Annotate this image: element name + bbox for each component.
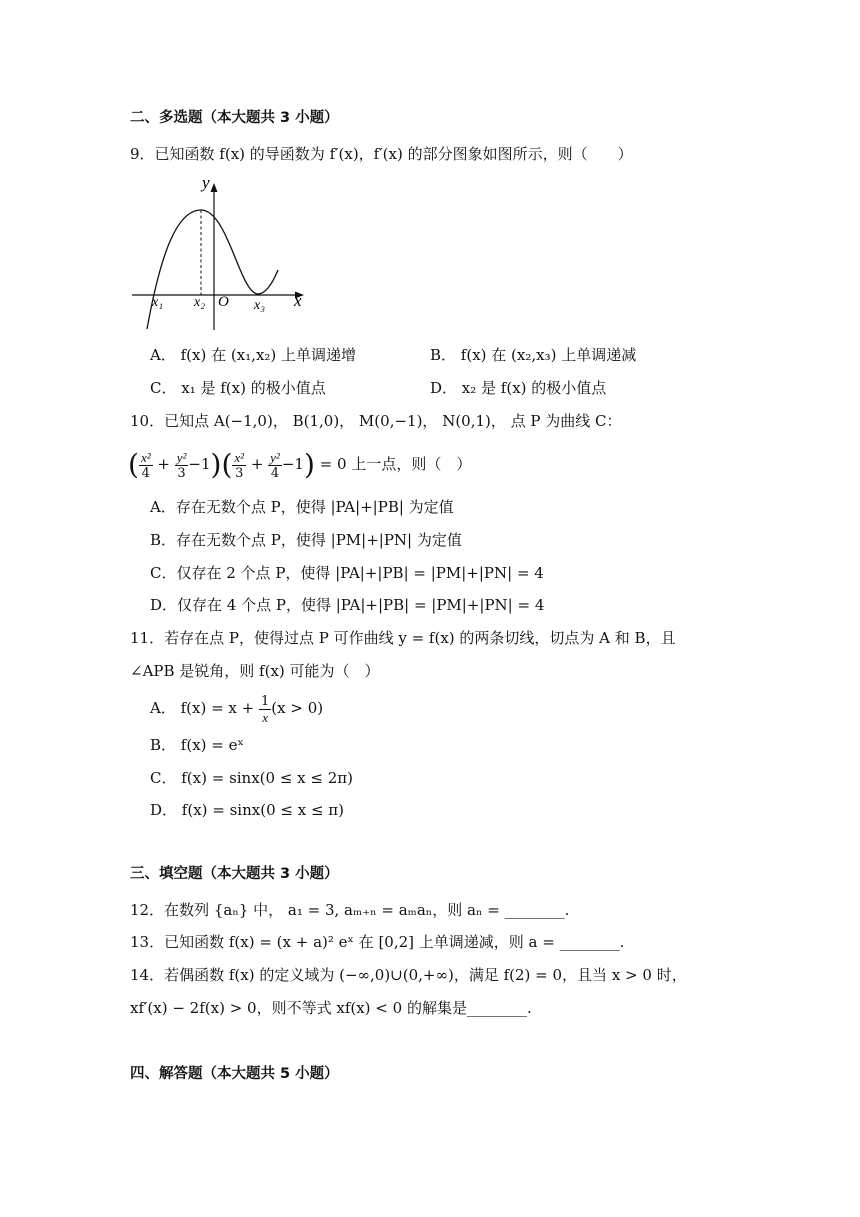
q11-option-a [150, 688, 323, 728]
derivative-graph [128, 172, 310, 332]
q11-stem: 11．若存在点 P，使得过点 P 可作曲线 y = f(x) 的两条切线，切点为 A 和 B，且 [130, 629, 676, 647]
frac-b-num: y² [176, 449, 187, 465]
q10-option-d: D．仅存在 4 个点 P，使得 |PA|+|PB| = |PM|+|PN| = 4 [150, 596, 545, 614]
frac-a-num: x² [140, 449, 151, 465]
q9-stem: 9．已知函数 f(x) 的导函数为 f′(x)，f′(x) 的部分图象如图所示，则（ ） [130, 145, 633, 163]
q10-stem-tail: = 0 上一点，则（ ） [319, 455, 472, 473]
q9-option-d: D． x₂ 是 f(x) 的极小值点 [430, 379, 607, 397]
frac-b-den: 3 [177, 465, 186, 481]
label-x3: x₃ [254, 298, 266, 313]
q10-option-b: B．存在无数个点 P，使得 |PM|+|PN| 为定值 [150, 531, 462, 549]
frac-a-den: 4 [141, 465, 150, 481]
section4-title: 四、解答题（本大题共 5 小题） [130, 1066, 339, 1082]
q12: 12．在数列 {aₙ} 中， a₁ = 3, aₘ₊ₙ = aₘaₙ，则 aₙ = ________. [130, 901, 570, 919]
q10-option-a: A．存在无数个点 P，使得 |PA|+|PB| 为定值 [150, 498, 454, 516]
q11-a-num: 1 [261, 693, 270, 709]
minus-one-1: −1 [188, 455, 211, 473]
label-x1: x₁ [152, 295, 164, 310]
q11-stem-2: ∠APB 是锐角，则 f(x) 可能为（ ） [130, 662, 380, 680]
q11-option-b: B． f(x) = eˣ [150, 736, 244, 754]
q14-line-1: 14．若偶函数 f(x) 的定义域为 (−∞,0)∪(0,+∞)，满足 f(2) = 0，且当 x > 0 时， [130, 966, 687, 984]
label-x: x [294, 291, 302, 310]
y-axis-arrow [211, 183, 218, 192]
label-origin: O [218, 294, 229, 310]
q9-option-a: A． f(x) 在 (x₁,x₂) 上单调递增 [150, 346, 357, 364]
q11-option-d: D． f(x) = sinx(0 ≤ x ≤ π) [150, 801, 345, 819]
section3-title: 三、填空题（本大题共 3 小题） [130, 866, 339, 882]
label-y: y [202, 173, 210, 192]
q11-a-den: x [262, 709, 269, 725]
frac-d-den: 4 [270, 465, 280, 481]
label-x2: x₂ [194, 295, 206, 310]
q9-option-c: C． x₁ 是 f(x) 的极小值点 [150, 379, 326, 397]
q11-a-pre: A． f(x) = x + [150, 699, 255, 717]
section2-title: 二、多选题（本大题共 3 小题） [130, 110, 339, 126]
q10-equation: ( $\frac{\text{x²}}{4}$ + $\frac{\text{y²}}{3}$ −1)( $\frac{\text{x²}}{3}$ + $\frac{\text{y²}}{4}$ −1) = 0 上一点，则（ ） [128, 448, 472, 481]
q13: 13．已知函数 f(x) = (x + a)² eˣ 在 [0,2] 上单调递减，则 a = ________. [130, 933, 625, 951]
q11-a-post: (x > 0) [271, 699, 324, 717]
q14-line-2: xf′(x) − 2f(x) > 0，则不等式 xf(x) < 0 的解集是________. [130, 999, 532, 1017]
frac-c-num: x² [234, 449, 245, 465]
q11-option-c: C． f(x) = sinx(0 ≤ x ≤ 2π) [150, 769, 353, 787]
q9-option-b: B． f(x) 在 (x₂,x₃) 上单调递减 [430, 346, 637, 364]
frac-c-den: 3 [235, 465, 244, 481]
q10-stem: 10．已知点 A(−1,0)， B(1,0)， M(0,−1)， N(0,1)， 点 P 为曲线 C： [130, 412, 622, 430]
minus-one-2: −1 [281, 455, 304, 473]
q10-option-c: C．仅存在 2 个点 P，使得 |PA|+|PB| = |PM|+|PN| = 4 [150, 564, 544, 582]
frac-d-num: y² [270, 449, 280, 465]
